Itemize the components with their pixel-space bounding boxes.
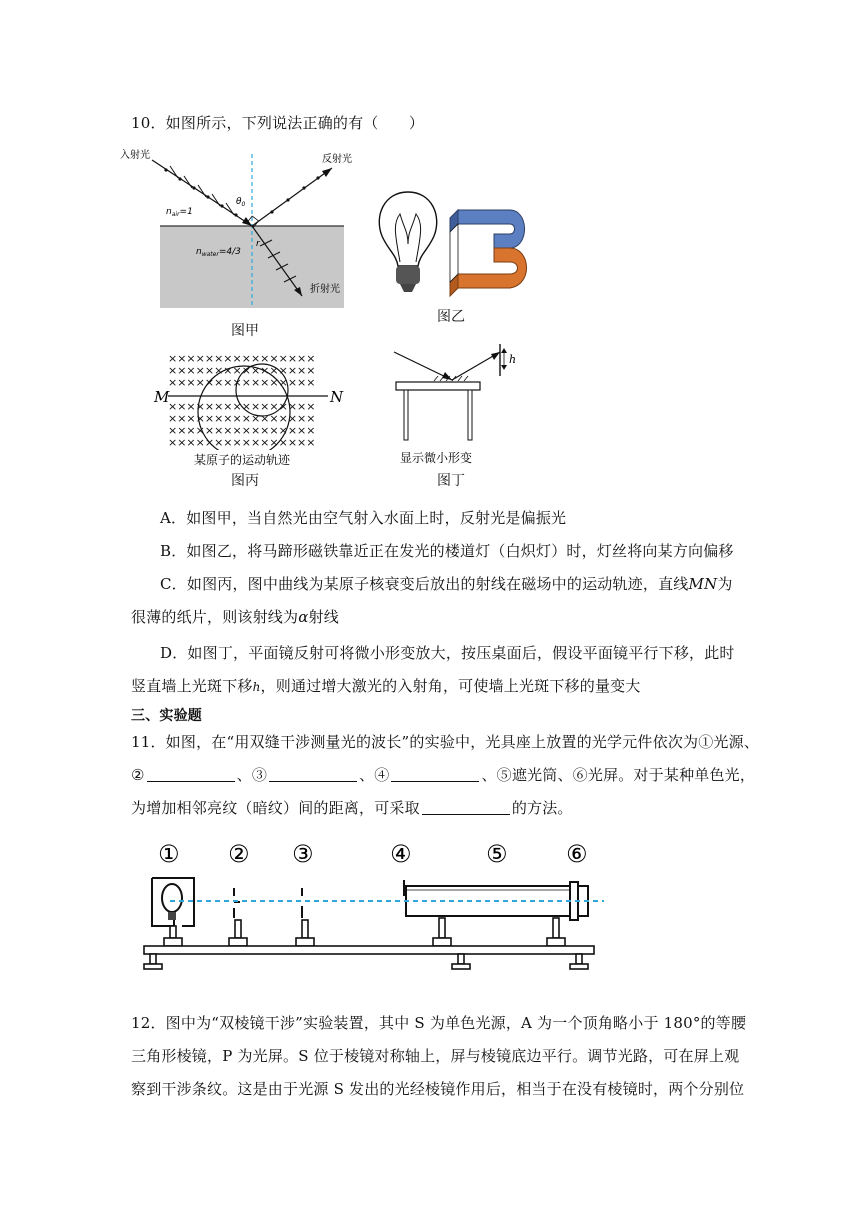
caption-yi: 图乙 [437, 309, 465, 325]
option-a: A．如图甲，当自然光由空气射入水面上时，反射光是偏振光 [160, 509, 567, 527]
label-n: N [330, 388, 344, 406]
label-1: ① [158, 840, 180, 868]
blank-3 [269, 767, 357, 782]
optical-bench-figure [130, 830, 610, 980]
mirror-hatch [434, 376, 468, 381]
option-c-line2: 很薄的纸片，则该射线为α射线 [131, 608, 339, 626]
trajectory-label: 某原子的运动轨迹 [194, 453, 291, 467]
reflected-ray [252, 168, 332, 226]
label-5: ⑤ [486, 840, 508, 868]
q12-line3: 察到干涉条纹。这是由于光源 S 发出的光经棱镜作用后，相当于在没有棱镜时，两个分别位 [131, 1080, 745, 1098]
option-d-line2: 竖直墙上光斑下移h，则通过增大激光的入射角，可使墙上光斑下移的量变大 [131, 677, 641, 695]
svg-text:××××××××××××××××: ×××××××××××××××× [168, 352, 316, 365]
label-h: h [509, 353, 517, 366]
theta-label: $\theta_0$ [236, 197, 246, 208]
svg-text:××××××××××××××××: ×××××××××××××××× [168, 400, 316, 413]
blank-2 [147, 767, 235, 782]
bench-rail [144, 946, 594, 954]
q11-line3: 为增加相邻亮纹（暗纹）间的距离，可采取 的方法。 [131, 799, 573, 817]
magnet-south [458, 248, 527, 288]
figure-jia [118, 140, 358, 320]
tabletop [396, 382, 480, 390]
bulb-base [396, 266, 420, 284]
label-6: ⑥ [566, 840, 588, 868]
svg-text:××××××××××××××××: ×××××××××××××××× [168, 376, 316, 389]
deformation-label: 显示微小形变 [400, 451, 473, 465]
svg-text:××××××××××××××××: ×××××××××××××××× [168, 436, 316, 449]
figure-ding [384, 340, 524, 466]
option-b: B．如图乙，将马蹄形磁铁靠近正在发光的楼道灯（白炽灯）时，灯丝将向某方向偏移 [160, 542, 734, 560]
label-4: ④ [390, 840, 412, 868]
table-leg-left [404, 390, 408, 440]
blank-4 [391, 767, 479, 782]
svg-text:××××××××××××××××: ×××××××××××××××× [168, 412, 316, 425]
table-leg-right [468, 390, 472, 440]
bench-feet [144, 954, 588, 969]
caption-bing: 图丙 [231, 473, 259, 489]
caption-ding: 图丁 [437, 473, 465, 489]
label-3: ③ [292, 840, 314, 868]
n-water-label: $n_{water}=4/3$ [196, 247, 241, 258]
magnet-north [458, 210, 525, 248]
label-2: ② [228, 840, 250, 868]
incident-label: 入射光 [120, 150, 150, 161]
label-m: M [154, 388, 170, 406]
section-title: 三、实验题 [131, 708, 202, 724]
option-c-line1: C．如图丙，图中曲线为某原子核衰变后放出的射线在磁场中的运动轨迹，直线MN为 [160, 575, 733, 593]
q12-line2: 三角形棱镜，P 为光屏。S 位于棱镜对称轴上，屏与棱镜底边平行。调节光路，可在屏上观 [131, 1047, 740, 1065]
stands [164, 918, 565, 946]
q11-line1: 11．如图，在“用双缝干涉测量光的波长”的实验中，光具座上放置的光学元件依次为①光源、 [131, 733, 760, 751]
bulb-glass [379, 192, 436, 266]
svg-text:××××××××××××××××: ×××××××××××××××× [168, 424, 316, 437]
figure-bing [150, 350, 350, 468]
svg-text:××××××××××××××××: ×××××××××××××××× [168, 364, 316, 377]
reflected-label: 反射光 [322, 154, 352, 165]
lamp-bulb [162, 884, 182, 912]
q11-line2: ② 、③ 、④ 、⑤遮光筒、⑥光屏。对于某种单色光， [131, 766, 756, 784]
q12-line1: 12．图中为“双棱镜干涉”实验装置，其中 S 为单色光源，A 为一个顶角略小于 180°的等腰 [131, 1014, 747, 1032]
n-air-label: $n_{air}=1$ [166, 207, 193, 218]
q10-stem: 10．如图所示，下列说法正确的有（ ） [131, 114, 425, 132]
refracted-label: 折射光 [310, 284, 340, 295]
blank-method [422, 800, 510, 815]
option-d-line1: D．如图丁，平面镜反射可将微小形变放大，按压桌面后，假设平面镜平行下移，此时 [160, 644, 735, 662]
figure-yi [370, 188, 540, 300]
r-label: r [256, 239, 260, 249]
caption-jia: 图甲 [231, 323, 259, 339]
